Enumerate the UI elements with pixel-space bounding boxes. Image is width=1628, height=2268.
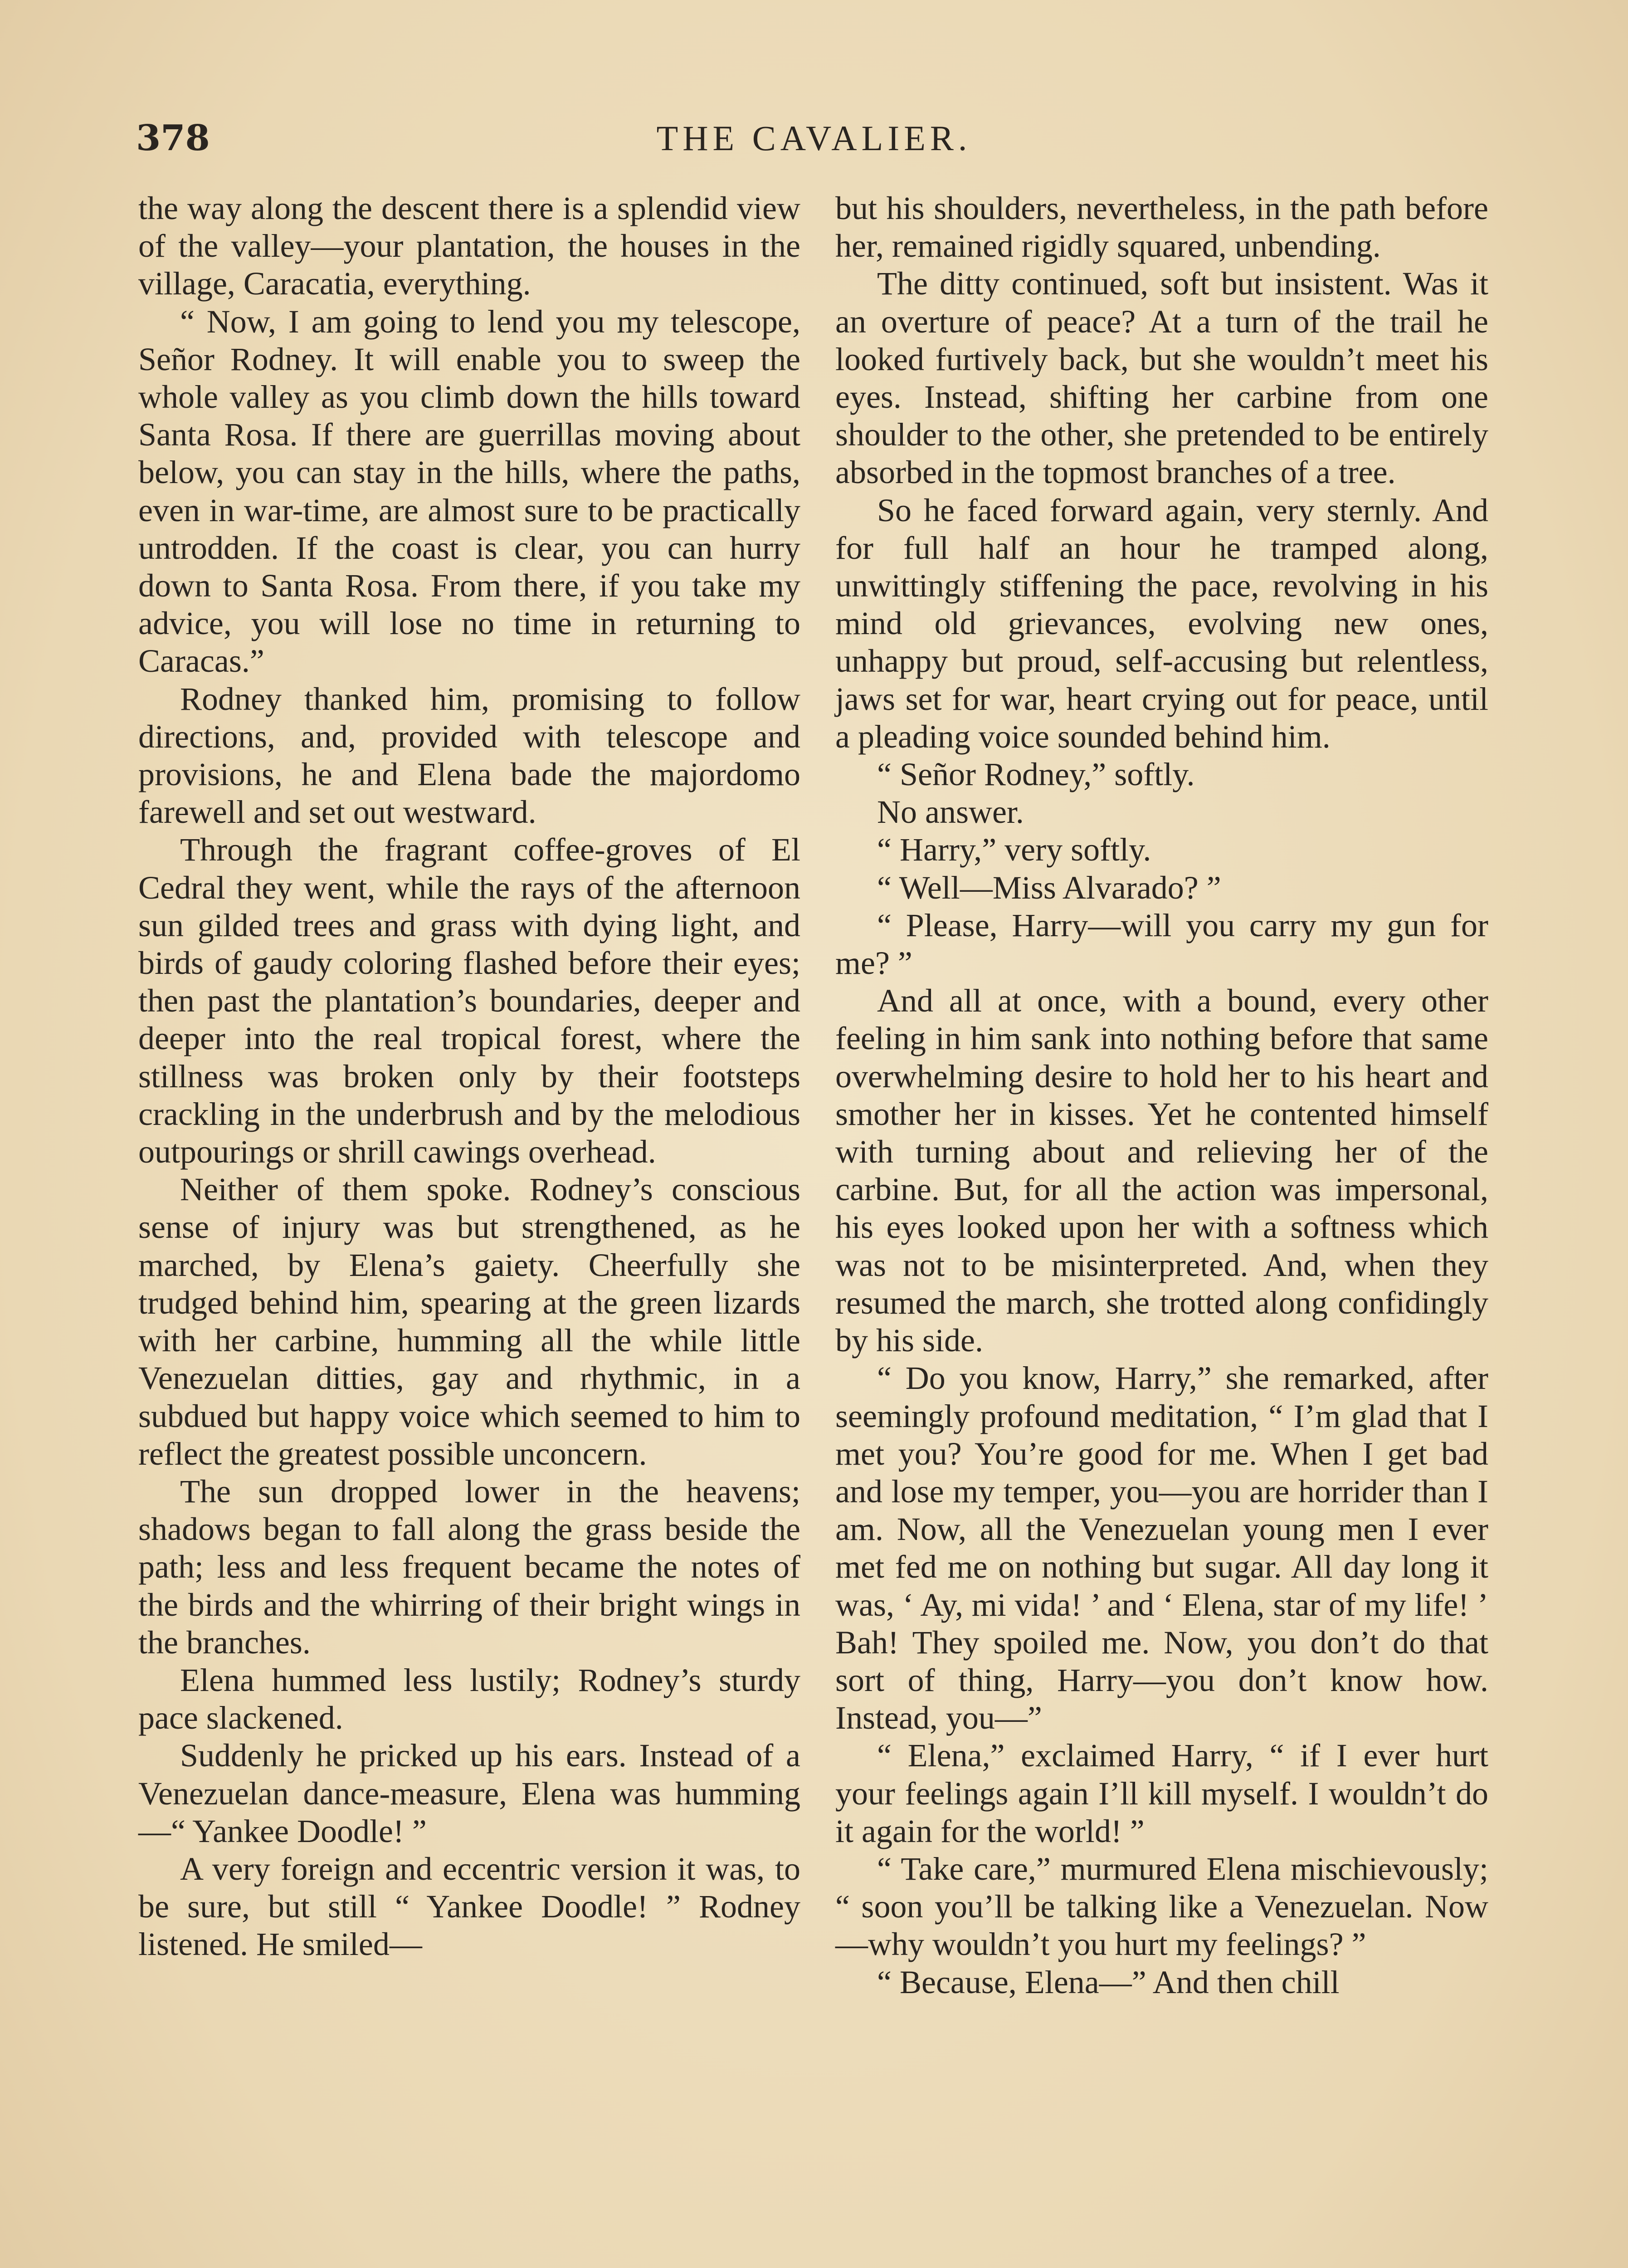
paragraph: Through the fragrant coffee-groves of El Cedral they went, while the rays of the afternoon sun gilded trees and grass with dying light, and birds of gaudy coloring flashed before their eyes; then past the plantation’s boundaries, deeper and deeper into the real tropical forest, where the stillness was broken only by their footsteps crackling in the underbrush and by the melodious outpourings or shrill cawings overhead. bbox=[138, 831, 800, 1170]
paragraph: So he faced forward again, very sternly. And for full half an hour he tramped along, unwittingly stiffening the pace, revolving in his mind old grievances, evolving new ones, unhappy but proud, self-accusing but relentless, jaws set for war, heart crying out for peace, until a pleading voice sounded behind him. bbox=[835, 492, 1488, 755]
running-title: THE CAVALIER. bbox=[656, 118, 972, 158]
paragraph: “ Do you know, Harry,” she remarked, after seemingly profound meditation, “ I’m glad that I met you? You’re good for me. When I get bad and lose my temper, you—you are horrider than I am. Now, all the Venezuelan young men I ever met fed me on nothing but sugar. All day long it was, ‘ Ay, mi vida! ’ and ‘ Elena, star of my life! ’ Bah! They spoiled me. Now, you don’t do that sort of thing, Harry—you don’t know how. Instead, you—” bbox=[835, 1360, 1488, 1736]
paragraph: The ditty continued, soft but insistent. Was it an overture of peace? At a turn of the trail he looked furtively back, but she wouldn’t meet his eyes. Instead, shifting her carbine from one shoulder to the other, she pretended to be entirely absorbed in the topmost branches of a tree. bbox=[835, 265, 1488, 491]
paragraph: “ Take care,” murmured Elena mischievously; “ soon you’ll be talking like a Venezuelan. Now—why wouldn’t you hurt my feelings? ” bbox=[835, 1850, 1488, 1963]
paragraph: Suddenly he pricked up his ears. Instead of a Venezuelan dance-measure, Elena was humming—“ Yankee Doodle! ” bbox=[138, 1737, 800, 1849]
paragraph: “ Harry,” very softly. bbox=[877, 831, 1151, 868]
paragraph: “ Well—Miss Alvarado? ” bbox=[877, 869, 1221, 906]
paragraph: And all at once, with a bound, every other feeling in him sank into nothing before that same overwhelming desire to hold her to his heart and smother her in kisses. Yet he contented himself with turning about and relieving her of the carbine. But, for all the action was impersonal, his eyes looked upon her with a softness which was not to be misinterpreted. And, when they resumed the march, she trotted along confidingly by his side. bbox=[835, 982, 1488, 1359]
paragraph: “ Elena,” exclaimed Harry, “ if I ever hurt your feelings again I’ll kill myself. I wouldn’t do it again for the world! ” bbox=[835, 1737, 1488, 1849]
paragraph: Elena hummed less lustily; Rodney’s sturdy pace slackened. bbox=[138, 1662, 800, 1736]
paragraph: Neither of them spoke. Rodney’s conscious sense of injury was but strengthened, as he marched, by Elena’s gaiety. Cheerfully she trudged behind him, spearing at the green lizards with her carbine, humming all the while little Venezuelan ditties, gay and rhythmic, in a subdued but happy voice which seemed to him to reflect the greatest possible unconcern. bbox=[138, 1171, 800, 1472]
paragraph: Rodney thanked him, promising to follow directions, and, provided with telescope and provisions, he and Elena bade the majordomo farewell and set out westward. bbox=[138, 680, 800, 831]
page-number: 378 bbox=[136, 117, 210, 159]
paragraph: the way along the descent there is a splendid view of the valley—your plantation, the houses in the village, Caracatia, everything. bbox=[138, 190, 800, 302]
paragraph: “ Because, Elena—” And then chill bbox=[877, 1964, 1340, 2000]
paragraph: A very foreign and eccentric version it was, to be sure, but still “ Yankee Doodle! ” Rodney listened. He smiled— bbox=[138, 1850, 800, 1963]
paragraph: “ Please, Harry—will you carry my gun for me? ” bbox=[835, 907, 1488, 982]
paragraph: The sun dropped lower in the heavens; shadows began to fall along the grass beside the path; less and less frequent became the notes of the birds and the whirring of their bright wings in the branches. bbox=[138, 1473, 800, 1661]
paragraph: No answer. bbox=[877, 794, 1024, 831]
right-text-column bbox=[835, 190, 1488, 2001]
left-text-column bbox=[138, 190, 800, 1964]
page-header bbox=[136, 113, 1492, 168]
paragraph: “ Señor Rodney,” softly. bbox=[877, 756, 1195, 793]
paragraph: but his shoulders, nevertheless, in the path before her, remained rigidly squared, unbending. bbox=[835, 190, 1488, 264]
paragraph: “ Now, I am going to lend you my telescope, Señor Rodney. It will enable you to sweep the whole valley as you climb down the hills toward Santa Rosa. If there are guerrillas moving about below, you can stay in the hills, where the paths, even in war-time, are almost sure to be practically untrodden. If the coast is clear, you can hurry down to Santa Rosa. From there, if you take my advice, you will lose no time in returning to Caracas.” bbox=[138, 303, 800, 679]
